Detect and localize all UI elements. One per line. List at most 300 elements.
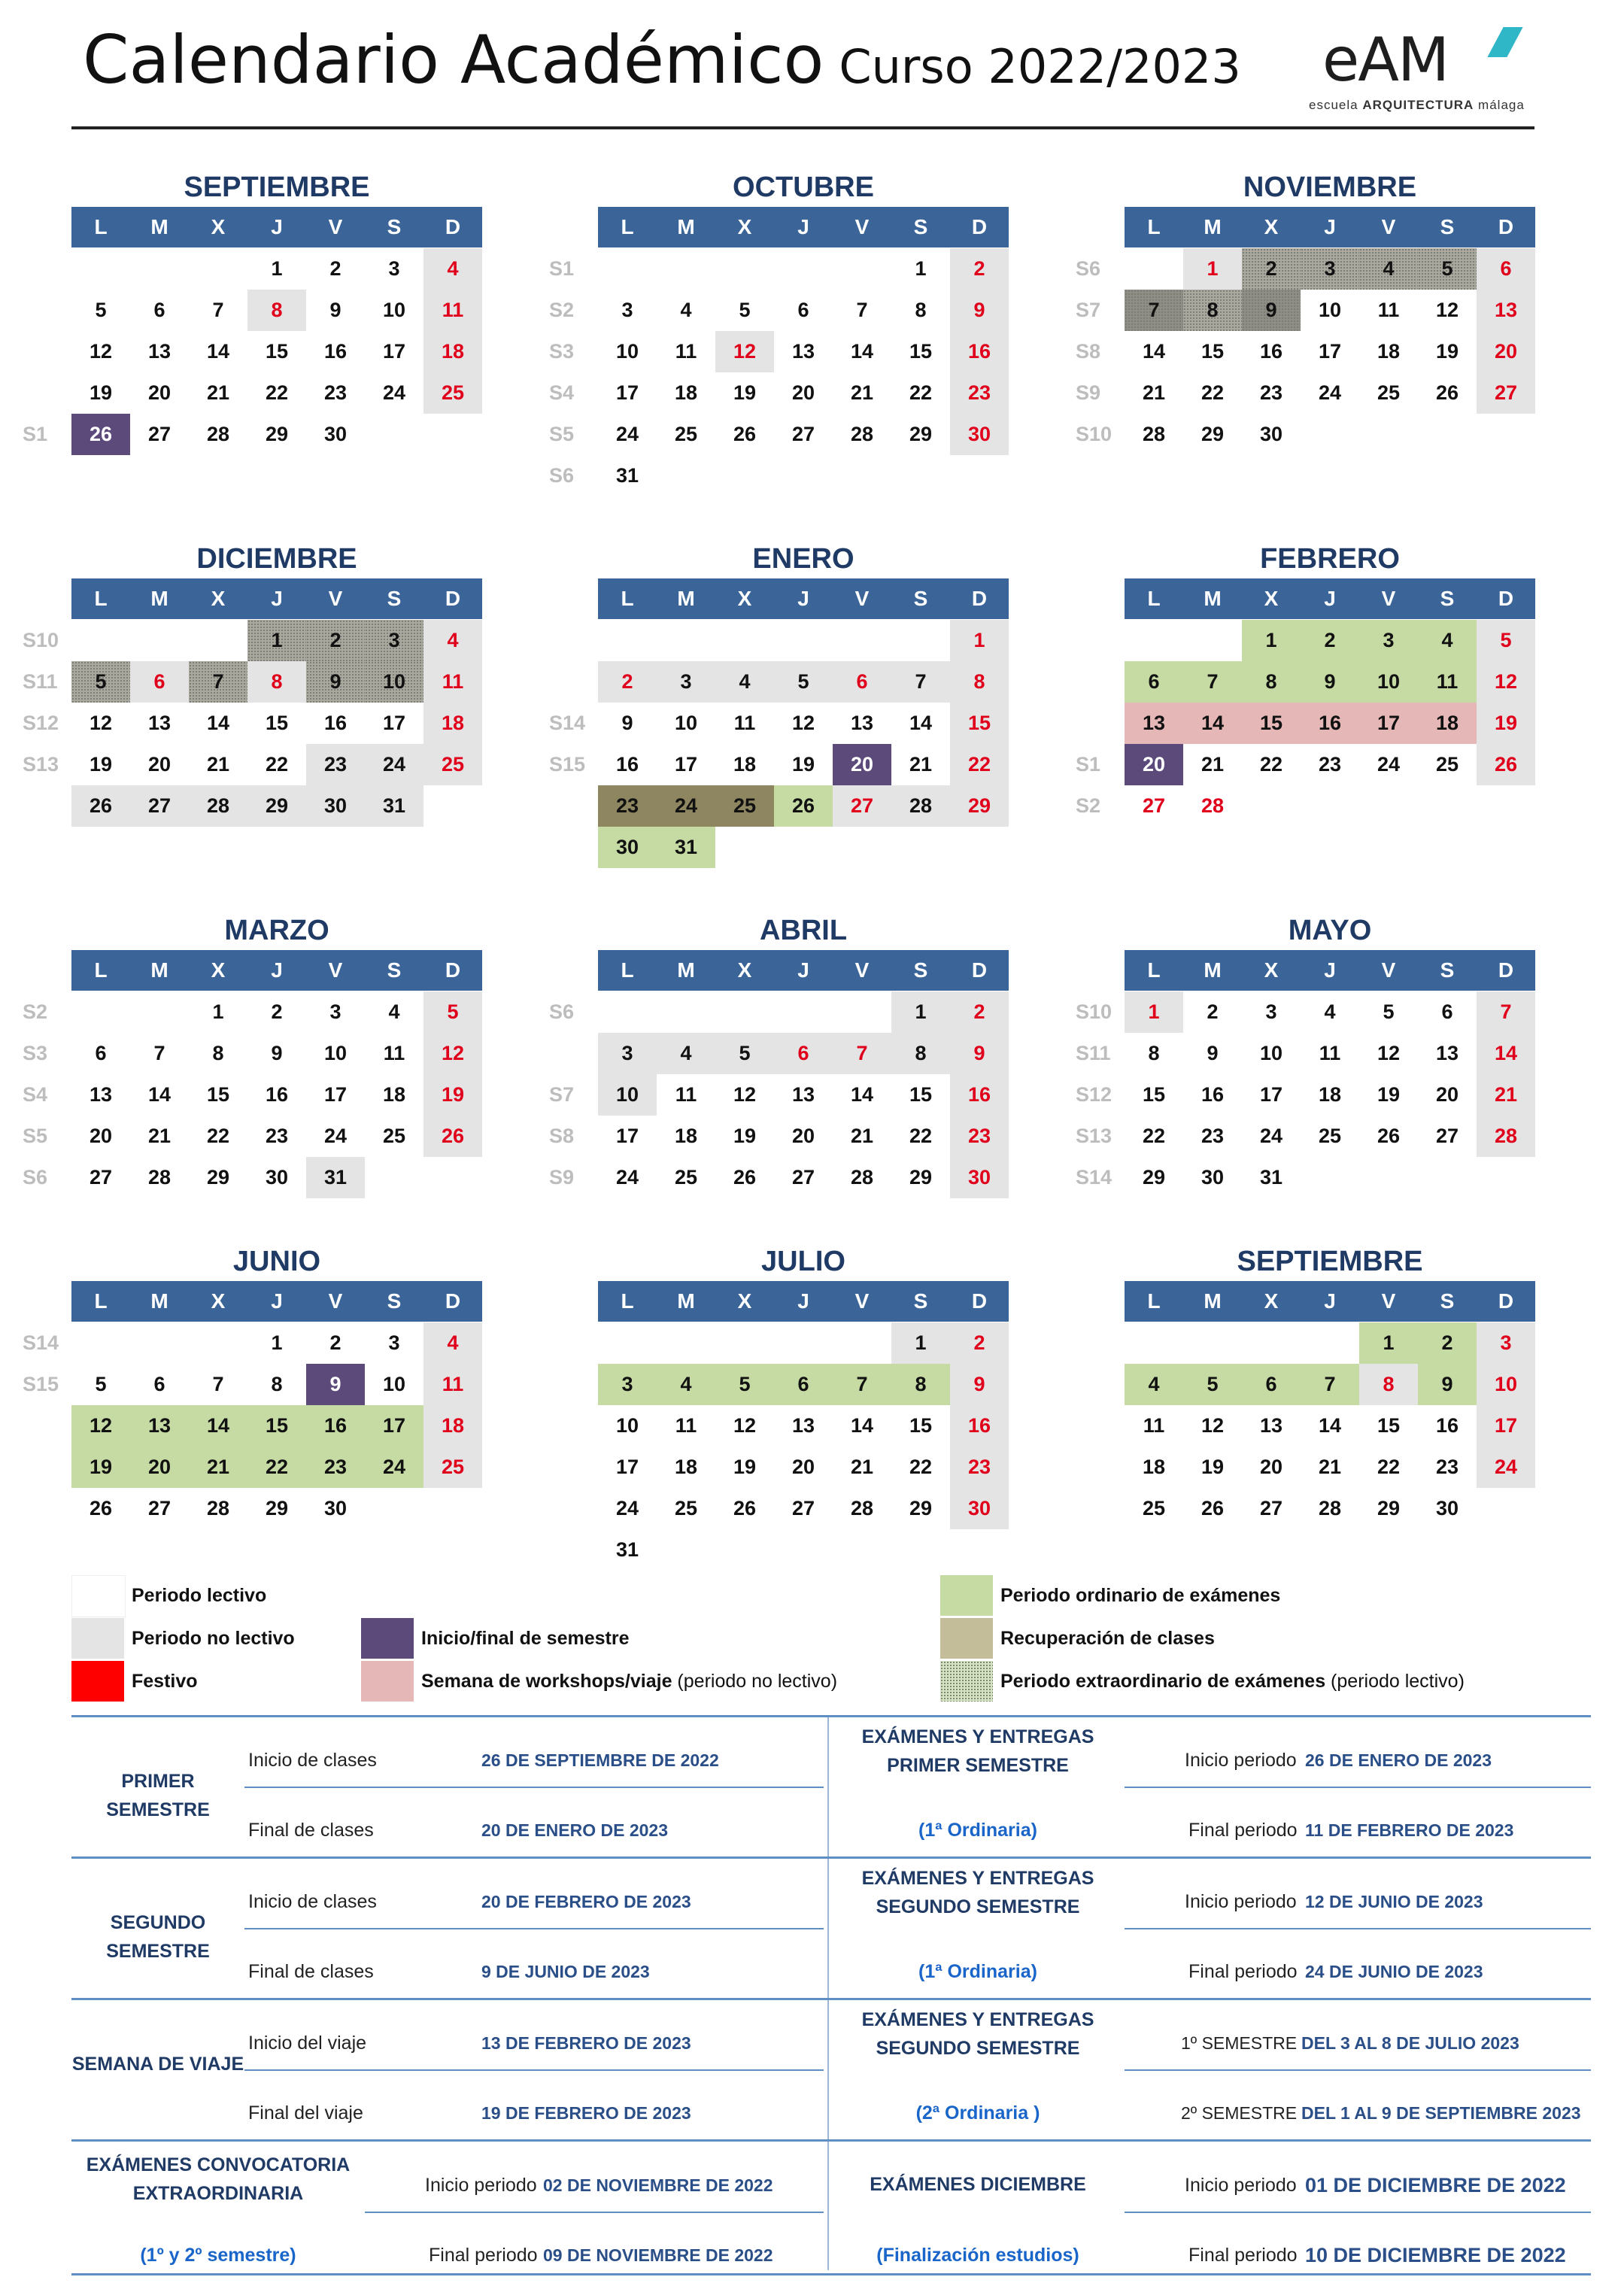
month-name: NOVIEMBRE <box>1243 172 1417 203</box>
r1-final-value: 20 DE ENERO DE 2023 <box>481 1820 669 1840</box>
weekday-J: J <box>797 1289 809 1313</box>
day-cell: 16 <box>1259 340 1283 363</box>
day-cell: 15 <box>1142 1083 1166 1106</box>
day-cell: 25 <box>423 1447 482 1488</box>
day-cell: 23 <box>323 381 348 404</box>
week-label: S6 <box>549 464 575 487</box>
day-cell: 5 <box>1418 248 1477 290</box>
day-cell: 27 <box>1142 794 1166 817</box>
logo-sub-b: ARQUITECTURA <box>1362 98 1474 112</box>
day-cell: 16 <box>1435 1414 1459 1437</box>
logo-sub-a: escuela <box>1309 98 1363 112</box>
weekday-D: D <box>1498 958 1514 982</box>
day-cell: 7 <box>1477 991 1535 1033</box>
day-cell: 28 <box>891 785 950 827</box>
day-cell: 17 <box>615 1456 639 1478</box>
r2-left-divider <box>244 1928 824 1929</box>
weekday-S: S <box>1440 958 1455 982</box>
day-cell: 11 <box>423 1364 482 1405</box>
day-cell: 17 <box>1318 340 1342 363</box>
day-cell: 1 <box>891 991 950 1033</box>
day-cell: 8 <box>1183 290 1242 331</box>
day-cell: 19 <box>89 753 113 776</box>
day-cell: 9 <box>621 712 633 734</box>
weekday-L: L <box>1147 958 1161 982</box>
day-cell: 28 <box>189 785 247 827</box>
r2-inicio-periodo-value: 12 DE JUNIO DE 2023 <box>1305 1892 1483 1911</box>
day-cell: 4 <box>423 620 482 661</box>
r4-subtitle: (1º y 2º semestre) <box>140 2245 296 2266</box>
week-label: S14 <box>23 1331 59 1354</box>
weekday-header <box>1125 950 1535 991</box>
day-cell: 3 <box>657 661 715 703</box>
month-name: MARZO <box>224 915 329 946</box>
day-cell: 1 <box>915 257 927 280</box>
day-cell: 11 <box>675 340 697 363</box>
day-cell: 5 <box>774 661 833 703</box>
day-cell: 17 <box>382 340 406 363</box>
month-name: JULIO <box>761 1246 845 1277</box>
day-cell: 15 <box>1377 1414 1401 1437</box>
day-cell: 18 <box>674 381 698 404</box>
day-cell: 11 <box>1143 1414 1165 1437</box>
r1-final-label: Final de clases <box>248 1820 374 1841</box>
day-cell: 6 <box>130 661 189 703</box>
day-cell: 28 <box>1318 1497 1342 1519</box>
day-cell: 28 <box>206 423 230 445</box>
day-cell: 27 <box>833 785 891 827</box>
day-cell: 20 <box>89 1125 113 1147</box>
day-cell: 10 <box>615 340 639 363</box>
day-cell: 24 <box>365 744 423 785</box>
day-cell: 7 <box>153 1042 165 1064</box>
weekday-M: M <box>1204 587 1222 610</box>
week-label: S10 <box>1076 423 1113 445</box>
r2-inicio-periodo-label: Inicio periodo <box>1185 1891 1297 1912</box>
legend-workshops-swatch <box>361 1661 414 1702</box>
day-cell: 2 <box>1207 1000 1219 1023</box>
weekday-V: V <box>1381 215 1396 238</box>
day-cell: 18 <box>1418 703 1477 744</box>
day-cell: 23 <box>306 1447 365 1488</box>
r1-inicio-value: 26 DE SEPTIEMBRE DE 2022 <box>481 1750 719 1770</box>
day-cell: 28 <box>850 423 874 445</box>
weekday-D: D <box>971 587 988 610</box>
legend-semestre-swatch <box>361 1618 414 1659</box>
week-label: S12 <box>23 712 59 734</box>
day-cell: 1 <box>891 1322 950 1364</box>
day-cell: 6 <box>153 1373 165 1395</box>
r3-right-divider <box>1125 2069 1591 2071</box>
weekday-V: V <box>328 958 343 982</box>
day-cell: 26 <box>71 414 130 455</box>
day-cell: 23 <box>950 372 1009 414</box>
course-year: Curso 2022/2023 <box>839 39 1241 94</box>
day-cell: 21 <box>1318 1456 1342 1478</box>
day-cell: 28 <box>1142 423 1166 445</box>
day-cell: 17 <box>382 712 406 734</box>
day-cell: 4 <box>657 1033 715 1074</box>
day-cell: 24 <box>1259 1125 1283 1147</box>
day-cell: 24 <box>1318 381 1342 404</box>
legend-workshops-note: (periodo no lectivo) <box>672 1671 838 1692</box>
week-label: S9 <box>549 1166 575 1189</box>
weekday-J: J <box>271 587 283 610</box>
r2-bottom-line <box>71 1998 1591 2000</box>
day-cell: 25 <box>423 744 482 785</box>
day-cell: 27 <box>791 1497 815 1519</box>
day-cell: 15 <box>247 1405 306 1447</box>
week-label: S6 <box>549 1000 575 1023</box>
weekday-V: V <box>854 587 870 610</box>
sec-semana-viaje: SEMANA DE VIAJE <box>71 2054 244 2075</box>
weekday-X: X <box>737 587 752 610</box>
day-cell: 11 <box>383 1042 405 1064</box>
month-name: SEPTIEMBRE <box>184 172 370 203</box>
month-name: SEPTIEMBRE <box>1237 1246 1423 1277</box>
week-label: S3 <box>23 1042 48 1064</box>
day-cell: 11 <box>733 712 756 734</box>
r1-inicio-label: Inicio de clases <box>248 1750 377 1771</box>
day-cell: 4 <box>423 1322 482 1364</box>
weekday-D: D <box>445 1289 461 1313</box>
r4-inicio-periodo-value: 01 DE DICIEMBRE DE 2022 <box>1305 2174 1566 2196</box>
weekday-J: J <box>1324 587 1336 610</box>
day-cell: 17 <box>674 753 698 776</box>
day-cell: 17 <box>1359 703 1418 744</box>
day-cell: 11 <box>423 290 482 331</box>
day-cell: 23 <box>306 744 365 785</box>
week-label: S7 <box>1076 299 1101 321</box>
day-cell: 24 <box>1377 753 1401 776</box>
day-cell: 12 <box>715 331 774 372</box>
day-cell: 10 <box>1359 661 1418 703</box>
day-cell: 10 <box>674 712 698 734</box>
legend-no-lectivo-swatch <box>71 1618 124 1659</box>
weekday-V: V <box>328 215 343 238</box>
day-cell: 23 <box>950 1447 1009 1488</box>
day-cell: 29 <box>909 423 933 445</box>
day-cell: 27 <box>130 785 189 827</box>
weekday-V: V <box>1381 587 1396 610</box>
day-cell: 12 <box>89 712 113 734</box>
r4-final-periodo-label: Final periodo <box>1188 2245 1298 2266</box>
day-cell: 4 <box>1125 1364 1183 1405</box>
day-cell: 25 <box>1435 753 1459 776</box>
week-label: S2 <box>23 1000 48 1023</box>
day-cell: 7 <box>212 299 224 321</box>
r3-convocatoria: (2ª Ordinaria ) <box>915 2102 1040 2124</box>
legend-recuperacion: Recuperación de clases <box>1000 1628 1215 1649</box>
weekday-L: L <box>1147 587 1161 610</box>
r3-primer-semestre-label: 1º SEMESTRE <box>1181 2033 1298 2053</box>
day-cell: 24 <box>657 785 715 827</box>
day-cell: 22 <box>1142 1125 1166 1147</box>
weekday-L: L <box>621 1289 634 1313</box>
day-cell: 18 <box>733 753 757 776</box>
weekday-header <box>1125 207 1535 247</box>
day-cell: 13 <box>89 1083 113 1106</box>
day-cell: 13 <box>850 712 874 734</box>
day-cell: 23 <box>950 1116 1009 1157</box>
legend-recuperacion-swatch <box>940 1618 993 1659</box>
day-cell: 9 <box>306 661 365 703</box>
day-cell: 30 <box>306 785 365 827</box>
day-cell: 14 <box>1477 1033 1535 1074</box>
day-cell: 3 <box>621 299 633 321</box>
day-cell: 26 <box>1477 744 1535 785</box>
day-cell: 10 <box>323 1042 348 1064</box>
weekday-J: J <box>797 958 809 982</box>
day-cell: 22 <box>265 381 289 404</box>
day-cell: 28 <box>850 1497 874 1519</box>
weekday-D: D <box>971 1289 988 1313</box>
day-cell: 19 <box>1435 340 1459 363</box>
weekday-header <box>1125 1281 1535 1322</box>
day-cell: 10 <box>1477 1364 1535 1405</box>
weekday-J: J <box>271 215 283 238</box>
day-cell: 2 <box>950 991 1009 1033</box>
day-cell: 19 <box>1377 1083 1401 1106</box>
day-cell: 27 <box>147 423 172 445</box>
week-label: S4 <box>23 1083 48 1106</box>
day-cell: 5 <box>715 1033 774 1074</box>
day-cell: 28 <box>206 1497 230 1519</box>
week-label: S5 <box>23 1125 48 1147</box>
day-cell: 19 <box>89 381 113 404</box>
week-label: S15 <box>23 1373 59 1395</box>
week-label: S15 <box>549 753 586 776</box>
day-cell: 25 <box>674 1497 698 1519</box>
day-cell: 20 <box>791 1456 815 1478</box>
day-cell: 8 <box>891 1033 950 1074</box>
day-cell: 21 <box>850 1125 874 1147</box>
day-cell: 30 <box>598 827 657 868</box>
r3-final-label: Final del viaje <box>248 2102 363 2124</box>
day-cell: 21 <box>909 753 933 776</box>
day-cell: 20 <box>1125 744 1183 785</box>
legend-workshops <box>421 1661 837 1702</box>
week-label: S10 <box>1076 1000 1113 1023</box>
day-cell: 4 <box>680 299 692 321</box>
weekday-D: D <box>1498 215 1514 238</box>
day-cell: 1 <box>212 1000 224 1023</box>
day-cell: 7 <box>856 299 868 321</box>
day-cell: 13 <box>1435 1042 1459 1064</box>
day-cell: 1 <box>271 257 283 280</box>
day-cell: 31 <box>365 785 423 827</box>
day-cell: 9 <box>329 299 341 321</box>
day-cell: 4 <box>1324 1000 1336 1023</box>
day-cell: 10 <box>598 1074 657 1116</box>
r2-final-periodo-label: Final periodo <box>1188 1961 1298 1982</box>
weekday-S: S <box>913 587 928 610</box>
weekday-V: V <box>854 1289 870 1313</box>
day-cell: 28 <box>147 1166 172 1189</box>
day-cell: 4 <box>1359 248 1418 290</box>
r1-exam-title: EXÁMENES Y ENTREGAS PRIMER SEMESTRE <box>861 1726 1094 1776</box>
weekday-L: L <box>621 587 634 610</box>
r3-inicio-value: 13 DE FEBRERO DE 2023 <box>481 2033 691 2053</box>
month-name: JUNIO <box>232 1246 321 1277</box>
day-cell: 4 <box>423 248 482 290</box>
day-cell: 18 <box>1318 1083 1342 1106</box>
r3-segundo-semestre-label: 2º SEMESTRE <box>1181 2103 1298 2123</box>
r2-final-label: Final de clases <box>248 1961 374 1982</box>
sec-primer-semestre: PRIMER SEMESTRE <box>106 1771 210 1820</box>
day-cell: 15 <box>265 340 289 363</box>
day-cell: 29 <box>909 1166 933 1189</box>
day-cell: 11 <box>1377 299 1400 321</box>
legend-festivo: Festivo <box>132 1671 198 1692</box>
day-cell: 24 <box>365 1447 423 1488</box>
day-cell: 2 <box>950 248 1009 290</box>
day-cell: 5 <box>423 991 482 1033</box>
weekday-D: D <box>971 958 988 982</box>
week-label: S2 <box>549 299 575 321</box>
day-cell: 31 <box>615 1538 639 1561</box>
r4-final-label: Final periodo <box>429 2245 538 2266</box>
weekday-X: X <box>737 958 752 982</box>
month-name: MAYO <box>1288 915 1372 946</box>
week-label: S1 <box>23 423 48 445</box>
school-logo <box>1309 23 1534 120</box>
day-cell: 30 <box>323 1497 348 1519</box>
day-cell: 12 <box>1377 1042 1401 1064</box>
r4-convocatoria: (Finalización estudios) <box>876 2245 1079 2266</box>
day-cell: 16 <box>950 1405 1009 1447</box>
day-cell: 6 <box>797 299 809 321</box>
day-cell: 13 <box>147 712 172 734</box>
weekday-S: S <box>913 1289 928 1313</box>
day-cell: 22 <box>909 381 933 404</box>
day-cell: 7 <box>833 1033 891 1074</box>
day-cell: 12 <box>89 340 113 363</box>
day-cell: 9 <box>1207 1042 1219 1064</box>
day-cell: 20 <box>1259 1456 1283 1478</box>
day-cell: 15 <box>1201 340 1225 363</box>
day-cell: 12 <box>733 1414 757 1437</box>
day-cell: 7 <box>1183 661 1242 703</box>
day-cell: 1 <box>1242 620 1301 661</box>
legend-extra-note: (periodo lectivo) <box>1325 1671 1465 1692</box>
day-cell: 9 <box>306 1364 365 1405</box>
r3-exam-title: EXÁMENES Y ENTREGAS SEGUNDO SEMESTRE <box>861 2009 1094 2059</box>
day-cell: 6 <box>833 661 891 703</box>
day-cell: 20 <box>833 744 891 785</box>
r1-right-divider <box>1125 1787 1591 1788</box>
day-cell: 21 <box>206 753 230 776</box>
weekday-X: X <box>737 215 752 238</box>
day-cell: 10 <box>382 299 406 321</box>
weekday-D: D <box>445 958 461 982</box>
table-center-line <box>827 1717 829 2270</box>
week-label: S2 <box>1076 794 1101 817</box>
weekday-header <box>598 950 1009 991</box>
r1-inicio-periodo-value: 26 DE ENERO DE 2023 <box>1305 1750 1492 1770</box>
day-cell: 30 <box>323 423 348 445</box>
day-cell: 10 <box>1318 299 1342 321</box>
legend-extra-label: Periodo extraordinario de exámenes <box>1000 1671 1326 1692</box>
day-cell: 7 <box>212 1373 224 1395</box>
day-cell: 18 <box>1377 340 1401 363</box>
day-cell: 10 <box>1259 1042 1283 1064</box>
legend-ordinario-swatch <box>940 1575 993 1616</box>
r4-inicio-label: Inicio periodo <box>425 2175 537 2196</box>
month-name: ENERO <box>752 543 854 575</box>
r4-final-periodo-value: 10 DE DICIEMBRE DE 2022 <box>1305 2244 1566 2266</box>
day-cell: 1 <box>950 620 1009 661</box>
week-label: S3 <box>549 340 575 363</box>
day-cell: 21 <box>1201 753 1225 776</box>
r2-right-divider <box>1125 1928 1591 1929</box>
day-cell: 22 <box>265 753 289 776</box>
day-cell: 16 <box>950 331 1009 372</box>
day-cell: 1 <box>247 620 306 661</box>
day-cell: 5 <box>71 661 130 703</box>
day-cell: 24 <box>1477 1447 1535 1488</box>
weekday-header <box>598 578 1009 619</box>
weekday-S: S <box>387 587 402 610</box>
day-cell: 13 <box>147 340 172 363</box>
day-cell: 3 <box>1477 1322 1535 1364</box>
day-cell: 17 <box>615 381 639 404</box>
table-bottom-line <box>71 2273 1591 2275</box>
weekday-S: S <box>1440 587 1455 610</box>
weekday-S: S <box>913 958 928 982</box>
r3-primer-semestre-value: DEL 3 AL 8 DE JULIO 2023 <box>1301 2033 1519 2053</box>
day-cell: 16 <box>306 1405 365 1447</box>
week-label: S6 <box>23 1166 48 1189</box>
sec-extraordinaria: EXÁMENES CONVOCATORIA EXTRAORDINARIA <box>86 2154 351 2204</box>
day-cell: 9 <box>950 1033 1009 1074</box>
day-cell: 8 <box>271 1373 283 1395</box>
day-cell: 15 <box>909 1414 933 1437</box>
r3-bottom-line <box>71 2139 1591 2142</box>
day-cell: 30 <box>1435 1497 1459 1519</box>
r2-final-periodo-value: 24 DE JUNIO DE 2023 <box>1305 1962 1483 1981</box>
day-cell: 2 <box>1301 620 1359 661</box>
day-cell: 28 <box>850 1166 874 1189</box>
legend-extra-swatch <box>940 1661 993 1702</box>
weekday-D: D <box>1498 1289 1514 1313</box>
day-cell: 18 <box>423 1405 482 1447</box>
day-cell: 29 <box>950 785 1009 827</box>
day-cell: 3 <box>598 1033 657 1074</box>
weekday-M: M <box>677 215 695 238</box>
day-cell: 16 <box>1201 1083 1225 1106</box>
r3-segundo-semestre-value: DEL 1 AL 9 DE SEPTIEMBRE 2023 <box>1301 2103 1581 2123</box>
day-cell: 12 <box>733 1083 757 1106</box>
day-cell: 21 <box>850 1456 874 1478</box>
day-cell: 22 <box>1377 1456 1401 1478</box>
weekday-J: J <box>1324 958 1336 982</box>
day-cell: 28 <box>1477 1116 1535 1157</box>
day-cell: 20 <box>1477 331 1535 372</box>
logo-subtitle <box>1309 98 1525 113</box>
day-cell: 8 <box>915 299 927 321</box>
day-cell: 6 <box>1242 1364 1301 1405</box>
day-cell: 4 <box>657 1364 715 1405</box>
day-cell: 22 <box>909 1456 933 1478</box>
week-label: S14 <box>1076 1166 1113 1189</box>
day-cell: 19 <box>1201 1456 1225 1478</box>
day-cell: 14 <box>206 340 230 363</box>
day-cell: 26 <box>423 1116 482 1157</box>
day-cell: 14 <box>909 712 933 734</box>
day-cell: 19 <box>733 1125 757 1147</box>
day-cell: 8 <box>247 290 306 331</box>
